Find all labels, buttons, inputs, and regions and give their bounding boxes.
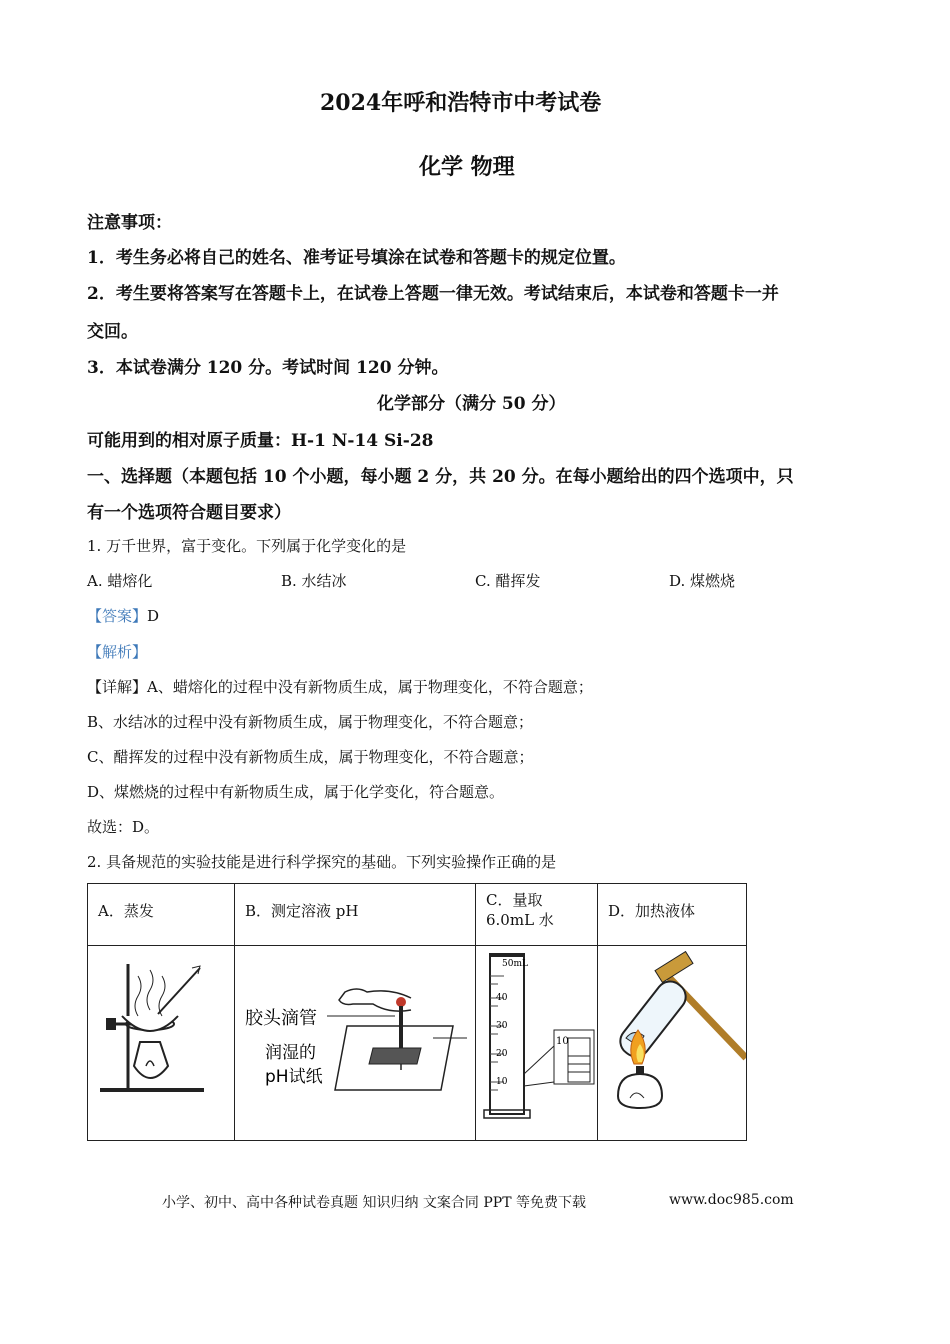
- q1-conclusion: 故选：D。: [87, 818, 160, 836]
- q1-detail-c: C、醋挥发的过程中没有新物质生成，属于物理变化，不符合题意；: [87, 748, 534, 766]
- notice-item-3: 3．本试卷满分 120 分。考试时间 120 分钟。: [87, 358, 449, 378]
- footer-url[interactable]: www.doc985.com: [669, 1192, 794, 1208]
- evaporation-apparatus-figure: [88, 946, 234, 1136]
- graduated-cylinder-figure: [476, 946, 597, 1136]
- exam-title: 2024年呼和浩特市中考试卷: [320, 90, 602, 116]
- analysis-tag: 【解析】: [87, 643, 148, 661]
- atomic-masses: 可能用到的相对原子质量：H-1 N-14 Si-28: [87, 431, 434, 451]
- q1-stem: 1. 万千世界，富于变化。下列属于化学变化的是: [87, 537, 407, 555]
- q2-col-b: B．测定溶液 pH: [245, 902, 359, 920]
- ph-paper-label-2: pH试纸: [265, 1067, 323, 1087]
- q2-col-c-line1: C．量取: [486, 891, 543, 909]
- q1-detail-b: B、水结冰的过程中没有新物质生成，属于物理变化，不符合题意；: [87, 713, 534, 731]
- q1-option-b: B. 水结冰: [281, 572, 347, 590]
- detail-tag: 【详解】: [87, 678, 148, 696]
- answer-value: D: [147, 607, 160, 625]
- detail-a-text: A、蜡熔化的过程中没有新物质生成，属于物理变化，不符合题意；: [147, 678, 593, 696]
- q1-option-c: C. 醋挥发: [475, 572, 541, 590]
- q2-col-d: D．加热液体: [608, 902, 696, 920]
- q2-stem: 2. 具备规范的实验技能是进行科学探究的基础。下列实验操作正确的是: [87, 853, 557, 871]
- q1-detail-d: D、煤燃烧的过程中有新物质生成，属于化学变化，符合题意。: [87, 783, 505, 801]
- mc-heading-line1: 一、选择题（本题包括 10 个小题，每小题 2 分，共 20 分。在每小题给出的四个选项中，只: [87, 467, 794, 487]
- q2-options-table: [87, 883, 747, 1141]
- part-title: 化学部分（满分 50 分）: [377, 394, 566, 414]
- notice-item-1: 1．考生务必将自己的姓名、准考证号填涂在试卷和答题卡的规定位置。: [87, 248, 626, 268]
- zoom-label: 10: [556, 1036, 569, 1047]
- cylinder-label-20: 20: [496, 1049, 508, 1059]
- q1-detail-a: [87, 676, 593, 697]
- dropper-label: 胶头滴管: [245, 1008, 317, 1029]
- cylinder-label-10: 10: [496, 1077, 508, 1087]
- notice-item-2-line2: 交回。: [87, 322, 138, 342]
- ph-measure-figure: [235, 946, 475, 1136]
- heating-liquid-figure: [598, 946, 746, 1136]
- cylinder-label-50: 50mL: [502, 959, 528, 969]
- q1-option-d: D. 煤燃烧: [669, 572, 736, 590]
- answer-tag: 【答案】: [87, 607, 148, 625]
- notice-heading: 注意事项：: [87, 213, 172, 233]
- cylinder-label-30: 30: [496, 1021, 508, 1031]
- q2-col-a: A．蒸发: [98, 902, 154, 920]
- footer-text: 小学、初中、高中各种试卷真题 知识归纳 文案合同 PPT 等免费下载: [162, 1195, 586, 1211]
- mc-heading-line2: 有一个选项符合题目要求）: [87, 503, 291, 523]
- q2-col-c-line2: 6.0mL 水: [486, 911, 554, 929]
- q1-answer: [87, 605, 159, 626]
- exam-subtitle: 化学 物理: [419, 154, 515, 180]
- cylinder-label-40: 40: [496, 993, 508, 1003]
- ph-paper-label-1: 润湿的: [265, 1043, 316, 1063]
- notice-item-2-line1: 2．考生要将答案写在答题卡上，在试卷上答题一律无效。考试结束后，本试卷和答题卡一并: [87, 284, 779, 304]
- q1-option-a: A. 蜡熔化: [87, 572, 153, 590]
